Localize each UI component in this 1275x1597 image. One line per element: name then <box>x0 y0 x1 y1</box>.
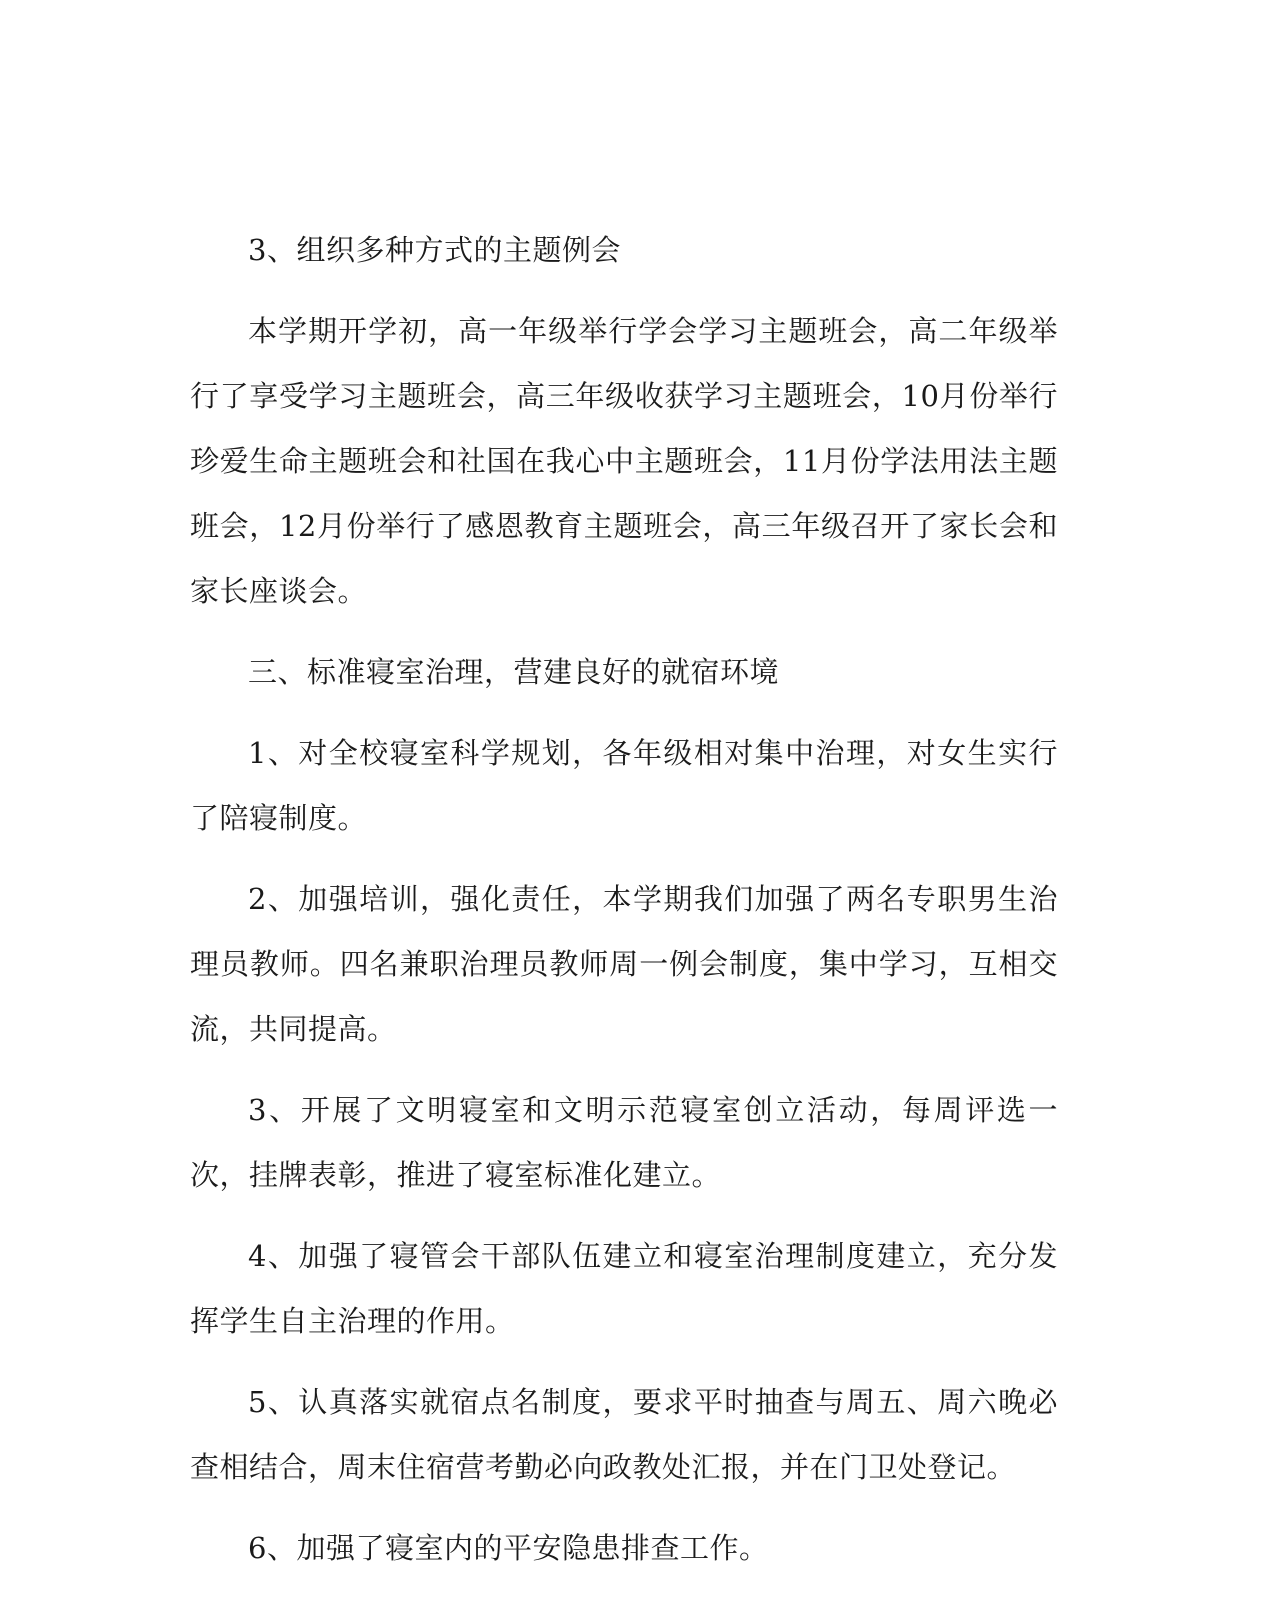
paragraph-theme-meetings: 本学期开学初，高一年级举行学会学习主题班会，高二年级举行了享受学习主题班会，高三年级收获学习主题班会，10月份举行珍爱生命主题班会和社国在我心中主题班会，11月份学法用法主题班会，12月份举行了感恩教育主题班会，高三年级召开了家长会和家长座谈会。 <box>190 314 1058 608</box>
paragraph-item-2: 2、加强培训，强化责任，本学期我们加强了两名专职男生治理员教师。四名兼职治理员教师周一例会制度，集中学习，互相交流，共同提高。 <box>190 882 1058 1046</box>
paragraph-item-3: 3、开展了文明寝室和文明示范寝室创立活动，每周评选一次，挂牌表彰，推进了寝室标准化建立。 <box>190 1093 1058 1192</box>
paragraph-item-5: 5、认真落实就宿点名制度，要求平时抽查与周五、周六晚必查相结合，周末住宿营考勤必向政教处汇报，并在门卫处登记。 <box>190 1385 1058 1484</box>
section-heading-dormitory: 三、标准寝室治理，营建良好的就宿环境 <box>248 655 780 689</box>
document-body <box>190 218 1058 1597</box>
subsection-heading-theme-meetings: 3、组织多种方式的主题例会 <box>248 233 621 267</box>
paragraph-item-4: 4、加强了寝管会干部队伍建立和寝室治理制度建立，充分发挥学生自主治理的作用。 <box>190 1239 1058 1338</box>
paragraph-item-1: 1、对全校寝室科学规划，各年级相对集中治理，对女生实行了陪寝制度。 <box>190 736 1058 835</box>
paragraph-item-6: 6、加强了寝室内的平安隐患排查工作。 <box>248 1531 769 1565</box>
